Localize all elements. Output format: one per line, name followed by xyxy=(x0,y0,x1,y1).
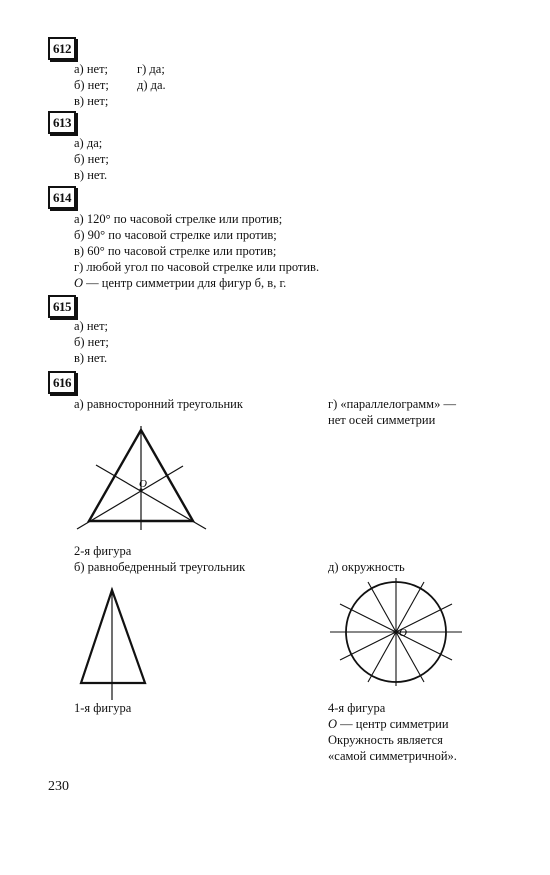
answer-line: г) любой угол по часовой стрелке или против. xyxy=(74,260,320,274)
answer-line: б) нет; xyxy=(74,335,109,349)
figure-d-caption: 4-я фигура xyxy=(328,701,386,715)
problem-number-616: 616 xyxy=(48,371,76,394)
center-label-o: O xyxy=(399,627,407,639)
answer-line: в) нет. xyxy=(74,351,108,365)
answer-line: в) нет. xyxy=(74,168,108,182)
figure-d-title: д) окружность xyxy=(328,560,405,574)
answer-line: б) нет; xyxy=(74,78,109,92)
figure-b-caption: 1-я фигура xyxy=(74,701,132,715)
problem-number-613: 613 xyxy=(48,111,76,134)
problem-number-614: 614 xyxy=(48,186,76,209)
answer-line: б) нет; xyxy=(74,152,109,166)
answer-line: б) 90° по часовой стрелке или против; xyxy=(74,228,277,242)
answer-line: д) да. xyxy=(137,78,166,92)
answer-line: а) нет; xyxy=(74,319,109,333)
figure-d-line3: Окружность является xyxy=(328,733,443,747)
answer-line: в) 60° по часовой стрелке или против; xyxy=(74,244,277,258)
figure-a-title: а) равносторонний треугольник xyxy=(74,397,243,411)
note-text: — центр симметрии для фигур б, в, г. xyxy=(83,276,287,290)
answer-line: а) да; xyxy=(74,136,103,150)
answer-line: г) да; xyxy=(137,62,165,76)
figure-g-note: нет осей симметрии xyxy=(328,413,436,427)
figure-g-title: г) «параллелограмм» — xyxy=(328,397,456,411)
problem-number-615: 615 xyxy=(48,295,76,318)
answer-line: а) 120° по часовой стрелке или против; xyxy=(74,212,283,226)
figure-a-caption: 2-я фигура xyxy=(74,544,132,558)
figure-d-note xyxy=(328,716,449,732)
page-number: 230 xyxy=(48,779,69,794)
center-label-o: O xyxy=(139,478,147,490)
symmetry-center-symbol: O xyxy=(328,717,338,731)
problem-number-612: 612 xyxy=(48,37,76,60)
figure-d-line4: «самой симметричной». xyxy=(328,749,457,763)
answer-line: в) нет; xyxy=(74,94,109,108)
symmetry-center-symbol: O xyxy=(74,276,84,290)
figure-b-title: б) равнобедренный треугольник xyxy=(74,560,246,574)
answer-line: а) нет; xyxy=(74,62,109,76)
note-text: — центр симметрии xyxy=(337,717,449,731)
